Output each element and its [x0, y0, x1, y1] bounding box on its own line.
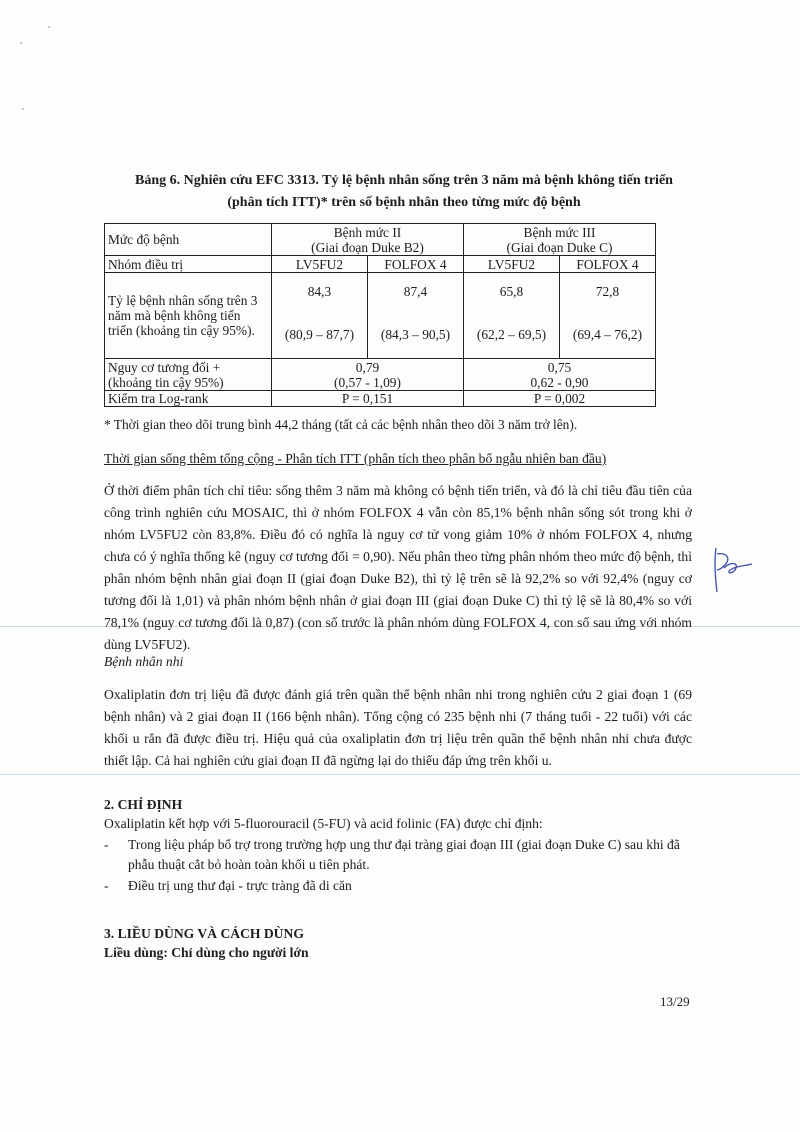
table-header-row — [105, 224, 656, 256]
header-stage-2-line-2: (Giai đoạn Duke B2) — [311, 239, 424, 255]
table-row-hazard-ratio — [105, 359, 656, 391]
handwritten-initials-icon — [708, 544, 758, 596]
row-label-survival-rate-line-2: triển (khoảng tin cậy 95%). — [108, 323, 255, 338]
ci-cell: (84,3 – 90,5) — [368, 311, 464, 359]
pediatric-heading: Bệnh nhân nhi — [104, 654, 184, 669]
bullet-dash: - — [104, 878, 109, 893]
overall-survival-heading: Thời gian sống thêm tổng cộng - Phân tích ITT (phân tích theo phân bổ ngẫu nhiên ban đầu) — [104, 451, 607, 466]
indication-text: Điều trị ung thư đại - trực tràng đã di căn — [128, 878, 352, 893]
ci-cell: (69,4 – 76,2) — [560, 311, 656, 359]
row-label-logrank: Kiểm tra Log-rank — [105, 391, 272, 407]
scan-speck — [20, 42, 22, 44]
indication-text: Trong liệu pháp bổ trợ trong trường hợp ung thư đại tràng giai đoạn III (giai đoạn Duke C) sau khi đã phẫu thuật cắt bỏ hoàn toàn khối u tiên phát. — [128, 837, 680, 872]
row-label-survival-rate-line-1: Tỷ lệ bệnh nhân sống trên 3 năm mà bệnh không tiến — [108, 293, 258, 323]
hazard-ratio-stage-3-value: 0,75 — [547, 359, 572, 375]
header-stage-3-line-1: Bệnh mức III — [523, 224, 596, 240]
rate-cell: 84,3 — [272, 273, 368, 311]
header-stage-3 — [464, 224, 656, 256]
scan-speck — [48, 26, 50, 28]
table-row-groups — [105, 256, 656, 273]
results-table — [104, 223, 656, 407]
hazard-ratio-stage-2-value: 0,79 — [355, 359, 380, 375]
logrank-stage-2: P = 0,151 — [272, 391, 464, 407]
hazard-ratio-stage-2 — [272, 359, 464, 391]
header-disease-level: Mức độ bệnh — [105, 224, 272, 256]
table-caption-line-1: Bảng 6. Nghiên cứu EFC 3313. Tỷ lệ bệnh nhân sống trên 3 năm mà bệnh không tiến triển — [135, 173, 673, 188]
row-label-hazard-ratio — [105, 359, 272, 391]
group-cell: LV5FU2 — [464, 256, 560, 273]
pediatric-paragraph: Oxaliplatin đơn trị liệu đã được đánh giá trên quần thể bệnh nhân nhi trong nghiên cứu 2 giai đoạn 1 (69 bệnh nhân) và 2 giai đoạn II (166 bệnh nhân). Tổng cộng có 235 bệnh nhi (7 tháng tuổi - 22 tuổi) với các khối u rắn đã được điều trị. Hiệu quả của oxaliplatin đơn trị liệu trên quần thể bệnh nhân nhi chưa được thiết lập. Cả hai nghiên cứu giai đoạn II đã ngừng lại do thiếu đáp ứng trên khối u. — [104, 687, 692, 768]
group-cell: FOLFOX 4 — [368, 256, 464, 273]
rate-cell: 72,8 — [560, 273, 656, 311]
table-row-logrank — [105, 391, 656, 407]
hazard-ratio-stage-3 — [464, 359, 656, 391]
header-stage-2 — [272, 224, 464, 256]
page-number: 13/29 — [660, 994, 690, 1009]
header-stage-3-line-2: (Giai đoạn Duke C) — [506, 239, 613, 255]
row-label-treatment-group: Nhóm điều trị — [105, 256, 272, 273]
bullet-dash: - — [104, 837, 109, 852]
dosage-subheading: Liều dùng: Chỉ dùng cho người lớn — [104, 945, 309, 960]
header-stage-2-line-1: Bệnh mức II — [333, 224, 402, 240]
ci-cell: (80,9 – 87,7) — [272, 311, 368, 359]
table-caption — [104, 170, 704, 214]
scan-line — [0, 774, 800, 775]
table-caption-line-2: (phân tích ITT)* trên số bệnh nhân theo từng mức độ bệnh — [227, 195, 581, 210]
section-2-intro: Oxaliplatin kết hợp với 5-fluorouracil (5-FU) và acid folinic (FA) được chỉ định: — [104, 816, 543, 831]
indication-list-item — [104, 876, 692, 896]
row-label-survival-rate — [105, 273, 272, 359]
row-label-hazard-ratio-line-1: Nguy cơ tương đối + — [108, 359, 221, 375]
hazard-ratio-stage-3-ci: 0,62 - 0,90 — [530, 374, 589, 390]
logrank-stage-3: P = 0,002 — [464, 391, 656, 407]
indication-list-item — [104, 835, 692, 875]
rate-cell: 87,4 — [368, 273, 464, 311]
group-cell: FOLFOX 4 — [560, 256, 656, 273]
table-footnote: * Thời gian theo dõi trung bình 44,2 tháng (tất cả các bệnh nhân theo dõi 3 năm trở lên). — [104, 417, 578, 432]
group-cell: LV5FU2 — [272, 256, 368, 273]
row-label-hazard-ratio-line-2: (khoảng tin cậy 95%) — [108, 374, 224, 390]
analysis-paragraph: Ở thời điểm phân tích chỉ tiêu: sống thêm 3 năm mà không có bệnh tiến triển, và đó là chỉ tiêu đầu tiên của công trình nghiên cứu MOSAIC, thì ở nhóm FOLFOX 4 vẫn còn 85,1% bệnh nhân sống sót trong khi ở nhóm LV5FU2 còn 83,8%. Điều đó có nghĩa là nguy cơ tử vong giảm 10% ở nhóm FOLFOX 4, nhưng chưa có ý nghĩa thống kê (nguy cơ tương đối = 0,90). Nếu phân theo từng phân nhóm theo mức độ bệnh, thì phân nhóm bệnh nhân giai đoạn II (giai đoạn Duke B2), thì tỷ lệ trên sẽ là 92,2% so với 92,4% (nguy cơ tương đối là 1,01) và phân nhóm bệnh nhân ở giai đoạn III (giai đoạn Duke C) thì tỷ lệ sẽ là 80,4% so với 78,1% (nguy cơ tương đối là 0,87) (con số trước là phân nhóm dùng FOLFOX 4, con số sau ứng với nhóm dùng LV5FU2). — [104, 483, 692, 652]
section-3-heading: 3. LIỀU DÙNG VÀ CÁCH DÙNG — [104, 926, 304, 941]
section-2-heading: 2. CHỈ ĐỊNH — [104, 797, 183, 812]
table-row-rates — [105, 273, 656, 311]
rate-cell: 65,8 — [464, 273, 560, 311]
scan-speck — [22, 108, 24, 110]
hazard-ratio-stage-2-ci: (0,57 - 1,09) — [334, 374, 401, 390]
ci-cell: (62,2 – 69,5) — [464, 311, 560, 359]
